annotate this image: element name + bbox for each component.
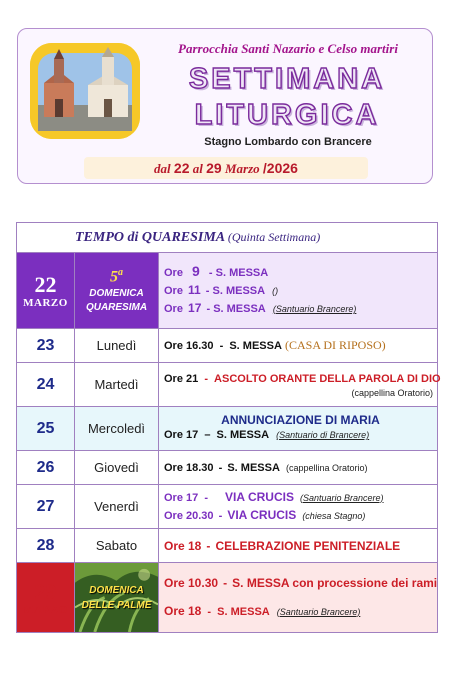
day-num: 25 [17, 407, 75, 451]
sunday-name-cell [75, 253, 159, 329]
dash: - [204, 373, 208, 385]
time: Ore 17 [164, 429, 199, 441]
season-note: (Quinta Settimana) [227, 229, 321, 244]
schedule-line [164, 507, 437, 525]
event: CELEBRAZIONE PENITENZIALE [215, 538, 401, 553]
time: Ore 18 [164, 603, 202, 618]
day-detail [159, 485, 438, 529]
day-num: 29 [34, 578, 57, 604]
schedule-line [164, 282, 437, 300]
season-row [17, 223, 438, 253]
sunday-ordinal [75, 266, 158, 284]
event: S. MESSA [217, 605, 270, 618]
note: (Santuario Brancere) [272, 304, 357, 314]
day-row-25 [17, 407, 438, 451]
dash: - [206, 538, 211, 553]
day-month: MARZO [23, 296, 68, 309]
day-name: Giovedì [75, 451, 159, 485]
event: S. MESSA [212, 285, 266, 297]
title-line-1: SETTIMANA [188, 63, 386, 95]
day-num-cell [17, 253, 75, 329]
note: () [272, 286, 279, 296]
time: Ore 10.30 [164, 575, 219, 590]
schedule-line [164, 300, 437, 318]
event: S. MESSA con processione dei rami [232, 575, 438, 590]
ordinal-sup: a [118, 267, 123, 279]
church-photo-icon [30, 43, 140, 139]
parish-name: Parrocchia Santi Nazario e Celso martiri [178, 41, 398, 56]
day-detail [159, 253, 438, 329]
ore-label: Ore [164, 267, 183, 279]
dates-from: 22 [173, 160, 190, 176]
day-row-28 [17, 529, 438, 563]
note: (Santuario di Brancere) [276, 430, 370, 440]
day-num: 26 [17, 451, 75, 485]
note: (Santuario Brancere) [300, 492, 384, 503]
dash: - [208, 267, 213, 279]
ordinal-number: 5 [110, 268, 118, 286]
date-range [84, 157, 368, 179]
day-name: Martedì [75, 363, 159, 407]
time: Ore 17 [164, 491, 199, 504]
day-row-22 [17, 253, 438, 329]
palm-label-1: DOMENICA [89, 584, 144, 596]
schedule-line [164, 427, 437, 444]
schedule-line [164, 371, 441, 388]
dash: - [219, 340, 224, 352]
event: S. MESSA [213, 303, 266, 315]
event: S. MESSA [227, 461, 280, 474]
day-name: Lunedì [75, 329, 159, 363]
sunday-label-1: DOMENICA [89, 287, 144, 299]
day-detail [159, 329, 438, 363]
event: S. MESSA [215, 267, 269, 279]
time: Ore 20.30 [164, 509, 214, 522]
dates-al: al [192, 161, 203, 176]
day-row-23 [17, 329, 438, 363]
dates-month: Marzo [224, 161, 260, 176]
day-detail [159, 363, 441, 407]
schedule-line [164, 603, 437, 621]
day-name: Mercoledì [75, 407, 159, 451]
dash: – [204, 429, 211, 441]
ore-label: Ore [164, 285, 183, 297]
dash: - [204, 491, 208, 504]
day-num: 23 [17, 329, 75, 363]
time: Ore 16.30 [164, 340, 214, 352]
time: Ore 21 [164, 373, 199, 385]
day-month: MARZO [23, 603, 68, 616]
title-line-2: LITURGICA [194, 99, 380, 131]
day-detail [159, 407, 438, 451]
event: VIA CRUCIS [225, 489, 294, 504]
day-row-26 [17, 451, 438, 485]
event: S. MESSA [216, 429, 270, 441]
day-row-29 [17, 563, 438, 633]
sunday-label-2: QUARESIMA [85, 301, 148, 313]
time: Ore 18.30 [164, 461, 214, 474]
subtitle: Stagno Lombardo con Brancere [204, 136, 372, 148]
palm-label-2: DELLE PALME [81, 599, 152, 611]
day-num: 24 [17, 363, 75, 407]
schedule-line [164, 575, 437, 593]
hour: 17 [188, 301, 202, 315]
event: S. MESSA [229, 340, 282, 352]
schedule-table [16, 222, 441, 633]
note: (cappellina Oratorio) [351, 388, 434, 398]
day-name: Sabato [75, 529, 159, 563]
dates-to: 29 [206, 160, 222, 176]
day-row-24 [17, 363, 438, 407]
day-num: 28 [17, 529, 75, 563]
time: Ore 18 [164, 538, 202, 553]
dash: - [207, 605, 212, 618]
palm-sunday-cell [75, 563, 159, 633]
dash: - [205, 285, 210, 297]
day-detail [159, 451, 438, 485]
day-num-cell [17, 563, 75, 633]
note: (cappellina Oratorio) [285, 462, 368, 473]
schedule-line [164, 489, 437, 507]
note: (Santuario Brancere) [276, 606, 361, 617]
day-name: Venerdì [75, 485, 159, 529]
event: ASCOLTO ORANTE DELLA PAROLA DI DIO [214, 373, 441, 385]
hour: 11 [188, 283, 201, 297]
dash: - [218, 461, 223, 474]
hour: 9 [192, 263, 200, 279]
day-row-27 [17, 485, 438, 529]
event: VIA CRUCIS [227, 507, 297, 522]
day-num: 27 [17, 485, 75, 529]
day-num: 22 [34, 271, 57, 297]
day-detail [159, 529, 438, 563]
note: (CASA DI RIPOSO) [284, 338, 386, 352]
dash: - [223, 575, 228, 590]
dates-dal: dal [154, 161, 171, 176]
dates-year: /2026 [262, 160, 298, 176]
feast-title: ANNUNCIAZIONE DI MARIA [221, 413, 380, 427]
dash: - [218, 509, 223, 522]
ore-label: Ore [164, 303, 183, 315]
dash: - [206, 303, 211, 315]
header-panel [17, 28, 433, 184]
schedule-line [164, 263, 437, 282]
season-cell [17, 223, 438, 253]
season-name: TEMPO di QUARESIMA [75, 229, 225, 245]
note: (chiesa Stagno) [302, 510, 366, 521]
day-detail [159, 563, 438, 633]
